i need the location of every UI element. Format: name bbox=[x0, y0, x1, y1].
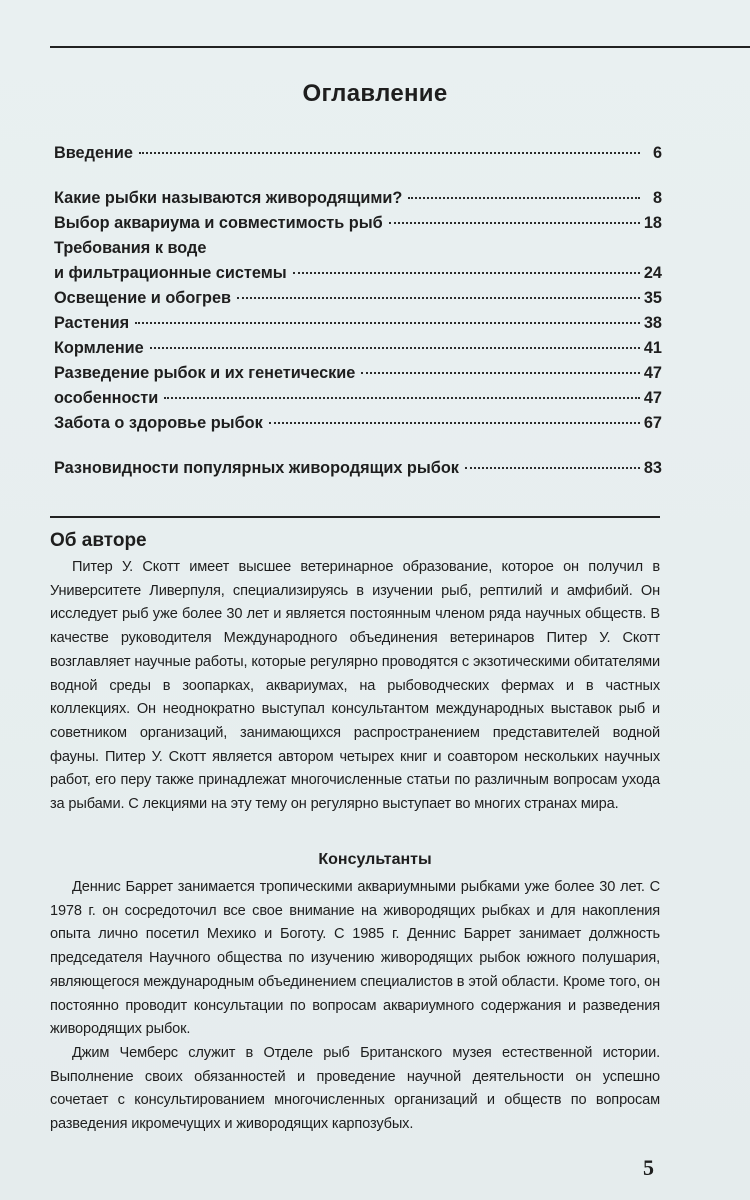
top-rule bbox=[50, 46, 750, 48]
toc-leader-dots bbox=[389, 222, 640, 224]
toc-entry bbox=[54, 214, 662, 239]
toc-leader-dots bbox=[361, 372, 640, 374]
toc-entry-label: Разведение рыбок и их генетические bbox=[54, 364, 356, 382]
toc-entry-label: Требования к воде bbox=[54, 239, 207, 257]
page-number: 5 bbox=[643, 1155, 654, 1180]
toc-entry bbox=[54, 189, 662, 214]
toc-entry-page: 18 bbox=[643, 214, 662, 232]
toc-leader-dots bbox=[408, 197, 640, 199]
paragraph: Деннис Баррет занимается тропическими аквариумными рыбками уже более 30 лет. С 1978 г. он сосредоточил все свое внимание на живородящих рыбках и для накопления опыта лично посетил Мехико и Боготу. С 1985 г. Деннис Баррет занимает должность председателя Научного общества по изучению живородящих рыбок южного полушария, являющегося международным объединением специалистов в этой области. Кроме того, он постоянно проводит консультации по вопросам аквариумного содержания и разведения живородящих рыбок. bbox=[50, 879, 660, 1038]
toc-leader-dots bbox=[465, 467, 640, 469]
toc-entry-label: Забота о здоровье рыбок bbox=[54, 414, 263, 432]
toc-entry bbox=[54, 239, 662, 264]
toc-entry-page: 6 bbox=[652, 144, 662, 162]
toc-entry bbox=[54, 389, 662, 414]
toc-entry bbox=[54, 459, 662, 484]
section-rule bbox=[50, 516, 660, 518]
toc-title: Оглавление bbox=[302, 80, 448, 107]
toc-entry bbox=[54, 144, 662, 169]
toc-entry-page: 8 bbox=[652, 189, 662, 207]
about-author-text bbox=[50, 556, 660, 817]
toc-leader-dots bbox=[150, 347, 640, 349]
toc-entry bbox=[54, 289, 662, 314]
consultants-text bbox=[50, 876, 660, 1137]
toc-entry-page: 47 bbox=[643, 389, 662, 407]
toc-entry-label: Введение bbox=[54, 144, 133, 162]
toc-entry-label: Выбор аквариума и совместимость рыб bbox=[54, 214, 383, 232]
toc-entry-page: 24 bbox=[643, 264, 662, 282]
toc-entry bbox=[54, 264, 662, 289]
toc-leader-dots bbox=[293, 272, 640, 274]
toc-entry bbox=[54, 339, 662, 364]
about-author-heading: Об авторе bbox=[50, 530, 147, 551]
toc-entry bbox=[54, 364, 662, 389]
toc-entry-page: 41 bbox=[643, 339, 662, 357]
toc-entry bbox=[54, 414, 662, 439]
toc-leader-dots bbox=[135, 322, 640, 324]
toc-entry-page: 47 bbox=[643, 364, 662, 382]
toc-entry-page: 67 bbox=[643, 414, 662, 432]
toc-entry-label: особенности bbox=[54, 389, 159, 407]
toc-entry-page: 38 bbox=[643, 314, 662, 332]
toc-leader-dots bbox=[237, 297, 640, 299]
toc-entry-label: Какие рыбки называются живородящими? bbox=[54, 189, 403, 207]
toc-entry-page: 83 bbox=[643, 459, 662, 477]
toc-entry-label: Растения bbox=[54, 314, 130, 332]
toc-entry-label: Освещение и обогрев bbox=[54, 289, 232, 307]
toc-leader-dots bbox=[164, 397, 640, 399]
toc-entry bbox=[54, 314, 662, 339]
toc-entry-label: и фильтрационные системы bbox=[54, 264, 287, 282]
paragraph: Питер У. Скотт имеет высшее ветеринарное образование, которое он получил в Университете Ливерпуля, специализируясь в изучении рыб, рептилий и амфибий. Он исследует рыб уже более 30 лет и является постоянным членом ряда научных обществ. В качестве руководителя Международного объединения ветеринаров Питер У. Скотт возглавляет научные работы, которые регулярно проводятся с экзотическими обитателями водной среды в зоопарках, аквариумах, на рыбоводческих фермах и в частных коллекциях. Он неоднократно выступал консультантом международных выставок рыб и советником организаций, занимающихся распространением представителей водной фауны. Питер У. Скотт является автором четырех книг и соавтором нескольких научных работ, его перу также принадлежат многочисленные статьи по различным вопросам ухода за рыбами. С лекциями на эту тему он регулярно выступает во многих странах мира. bbox=[50, 559, 660, 813]
consultants-heading: Консультанты bbox=[318, 851, 432, 868]
paragraph: Джим Чемберс служит в Отделе рыб Британского музея естественной истории. Выполнение своих обязанностей и проведение научной деятельности он успешно сочетает с консультированием многочисленных организаций и обществ по вопросам разведения икромечущих и живородящих карпозубых. bbox=[50, 1044, 660, 1133]
toc-leader-dots bbox=[269, 422, 640, 424]
toc-entry-label: Кормление bbox=[54, 339, 144, 357]
toc-entry-label: Разновидности популярных живородящих рыбок bbox=[54, 459, 459, 477]
toc-entry-page: 35 bbox=[643, 289, 662, 307]
toc-leader-dots bbox=[139, 152, 640, 154]
table-of-contents bbox=[54, 144, 662, 484]
